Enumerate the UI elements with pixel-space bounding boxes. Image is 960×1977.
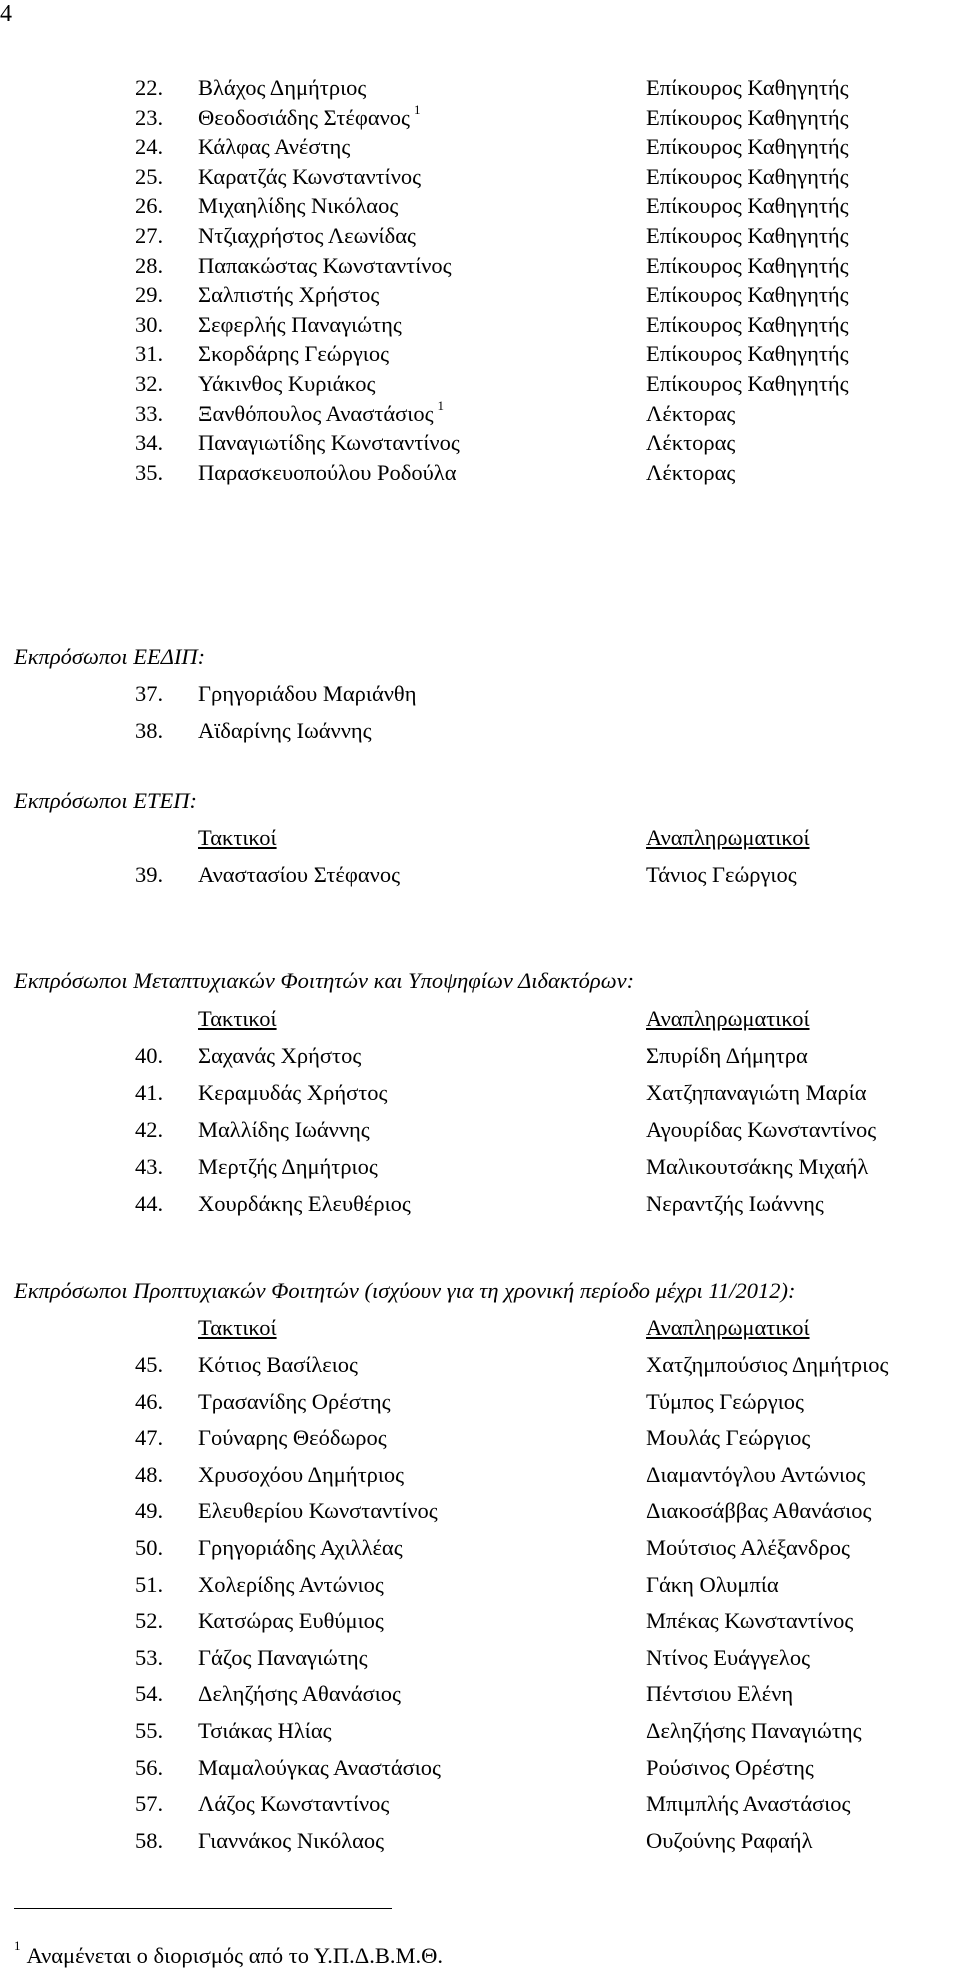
member-name-text: Υάκινθος Κυριάκος (198, 371, 376, 396)
member-role: Επίκουρος Καθηγητής (646, 311, 849, 337)
etep-heading: Εκπρόσωποι ΕΤΕΠ: (14, 788, 197, 813)
footnote-text: Αναμένεται ο διορισμός από το Υ.Π.Δ.Β.Μ.Θ. (26, 1943, 444, 1968)
alternate-member: Μούτσιος Αλέξανδρος (646, 1535, 850, 1560)
undergrad-row (0, 1827, 960, 1858)
row-number: 40. (135, 1043, 164, 1068)
member-name (198, 397, 445, 426)
member-name-text: Σκορδάρης Γεώργιος (198, 341, 389, 367)
member-name (198, 343, 389, 366)
postgrad-row (0, 1082, 960, 1110)
alternate-member: Μπέκας Κωνσταντίνος (646, 1608, 854, 1634)
member-role: Επίκουρος Καθηγητής (646, 134, 849, 160)
undergrad-col-regular: Τακτικοί (198, 1315, 277, 1340)
footnote (14, 1938, 444, 1968)
member-name (198, 311, 402, 337)
postgrad-heading: Εκπρόσωποι Μεταπτυχιακών Φοιτητών και Υποψηφίων Διδακτόρων: (14, 968, 635, 993)
member-name: Γρηγοριάδου Μαριάνθη (198, 681, 417, 706)
row-number: 53. (135, 1644, 164, 1670)
regular-member: Χουρδάκης Ελευθέριος (198, 1191, 411, 1216)
row-number: 25. (135, 163, 164, 189)
alternate-member: Ρούσινος Ορέστης (646, 1754, 814, 1780)
postgrad-row (0, 1119, 960, 1147)
row-number: 47. (135, 1425, 164, 1451)
faculty-row (0, 195, 960, 223)
eedip-row (0, 683, 960, 711)
row-number: 23. (135, 104, 164, 130)
member-name-text: Παρασκευοπούλου Ροδούλα (198, 459, 457, 485)
member-name-text: Καρατζάς Κωνσταντίνος (198, 163, 422, 189)
faculty-row (0, 459, 960, 490)
member-name-text: Σαλπιστής Χρήστος (198, 282, 380, 308)
member-name (198, 101, 421, 130)
member-role: Λέκτορας (646, 400, 736, 426)
member-name (198, 459, 457, 485)
member-name (198, 163, 422, 189)
alternate-member: Γάκη Ολυμπία (646, 1571, 779, 1597)
row-number: 56. (135, 1754, 164, 1780)
alternate-member: Μπιμπλής Αναστάσιος (646, 1791, 851, 1817)
member-name-text: Ξανθόπουλος Αναστάσιος (198, 400, 434, 426)
alternate-member: Αγουρίδας Κωνσταντίνος (646, 1117, 877, 1142)
row-number: 48. (135, 1461, 164, 1487)
member-name-text: Μιχαηλίδης Νικόλαος (198, 193, 399, 219)
footnote-ref: 1 (437, 397, 445, 413)
alternate-member: Ντίνος Ευάγγελος (646, 1644, 810, 1670)
row-number: 39. (135, 862, 164, 887)
faculty-row (0, 77, 960, 105)
regular-member: Κεραμυδάς Χρήστος (198, 1080, 388, 1105)
regular-member: Γούναρης Θεόδωρος (198, 1425, 387, 1451)
alternate-member: Μαλικουτσάκης Μιχαήλ (646, 1154, 869, 1179)
faculty-row (0, 284, 960, 312)
member-name-text: Παναγιωτίδης Κωνσταντίνος (198, 430, 460, 456)
row-number: 57. (135, 1791, 164, 1817)
postgrad-col-alternate: Αναπληρωματικοί (646, 1006, 810, 1031)
regular-member: Μερτζής Δημήτριος (198, 1154, 378, 1179)
member-role: Επίκουρος Καθηγητής (646, 371, 849, 396)
footnote-marker: 1 (14, 1938, 21, 1953)
etep-col-regular: Τακτικοί (198, 825, 277, 850)
member-name (198, 284, 379, 307)
etep-col-alternate: Αναπληρωματικοί (646, 825, 810, 850)
member-role: Επίκουρος Καθηγητής (646, 341, 849, 367)
regular-member: Κότιος Βασίλειος (198, 1352, 358, 1377)
alternate-member: Χατζηπαναγιώτη Μαρία (646, 1080, 867, 1105)
regular-member: Αναστασίου Στέφανος (198, 862, 400, 887)
row-number: 26. (135, 193, 164, 219)
regular-member: Δεληζήσης Αθανάσιος (198, 1681, 401, 1707)
row-number: 42. (135, 1117, 164, 1142)
row-number: 22. (135, 75, 164, 100)
member-name (198, 136, 350, 159)
faculty-row (0, 311, 960, 342)
row-number: 46. (135, 1388, 164, 1414)
undergrad-heading: Εκπρόσωποι Προπτυχιακών Φοιτητών (ισχύουν για τη χρονική περίοδο μέχρι 11/2012): (14, 1278, 796, 1303)
row-number: 49. (135, 1498, 164, 1524)
faculty-row (0, 397, 960, 431)
faculty-row (0, 163, 960, 194)
row-number: 58. (135, 1827, 164, 1853)
member-name (198, 195, 398, 218)
row-number: 32. (135, 371, 164, 396)
member-name-text: Ντζιαχρήστος Λεωνίδας (198, 223, 416, 248)
alternate-member: Δεληζήσης Παναγιώτης (646, 1718, 862, 1743)
undergrad-row (0, 1754, 960, 1785)
faculty-row (0, 225, 960, 253)
row-number: 27. (135, 223, 164, 248)
alternate-member: Διαμαντόγλου Αντώνιος (646, 1461, 866, 1487)
member-name (198, 252, 452, 278)
regular-member: Χολερίδης Αντώνιος (198, 1571, 384, 1597)
alternate-member: Ουζούνης Ραφαήλ (646, 1827, 813, 1853)
undergrad-row (0, 1354, 960, 1382)
alternate-member: Διακοσάββας Αθανάσιος (646, 1498, 872, 1524)
row-number: 44. (135, 1191, 164, 1216)
undergrad-row (0, 1793, 960, 1821)
regular-member: Σαχανάς Χρήστος (198, 1043, 362, 1068)
footnote-ref: 1 (413, 101, 421, 117)
undergrad-row (0, 1537, 960, 1565)
undergrad-row (0, 1610, 960, 1638)
eedip-heading: Εκπρόσωποι ΕΕΔΙΠ: (14, 644, 206, 669)
row-number: 37. (135, 681, 164, 706)
member-name-text: Βλάχος Δημήτριος (198, 75, 367, 100)
row-number: 43. (135, 1154, 164, 1179)
alternate-member: Πέντσιου Ελένη (646, 1681, 794, 1707)
row-number: 52. (135, 1608, 164, 1634)
undergrad-row (0, 1644, 960, 1675)
member-name (198, 225, 416, 248)
member-role: Επίκουρος Καθηγητής (646, 282, 849, 308)
faculty-row (0, 252, 960, 283)
undergrad-row (0, 1388, 960, 1419)
regular-member: Ελευθερίου Κωνσταντίνος (198, 1498, 438, 1524)
regular-member: Τσιάκας Ηλίας (198, 1718, 332, 1743)
member-name-text: Κάλφας Ανέστης (198, 134, 351, 160)
member-name (198, 373, 375, 396)
member-name-text: Θεοδοσιάδης Στέφανος (198, 104, 410, 130)
row-number: 33. (135, 400, 164, 426)
alternate-member: Τάνιος Γεώργιος (646, 862, 797, 887)
postgrad-row (0, 1045, 960, 1073)
member-role: Λέκτορας (646, 459, 736, 485)
row-number: 34. (135, 430, 164, 456)
undergrad-row (0, 1461, 960, 1492)
row-number: 38. (135, 718, 164, 743)
row-number: 29. (135, 282, 164, 308)
row-number: 35. (135, 459, 164, 485)
member-role: Επίκουρος Καθηγητής (646, 252, 849, 278)
alternate-member: Τύμπος Γεώργιος (646, 1388, 804, 1414)
undergrad-row (0, 1720, 960, 1748)
row-number: 50. (135, 1535, 164, 1560)
undergrad-row (0, 1500, 960, 1528)
member-role: Λέκτορας (646, 430, 736, 456)
postgrad-col-regular: Τακτικοί (198, 1006, 277, 1031)
row-number: 31. (135, 341, 164, 367)
regular-member: Λάζος Κωνσταντίνος (198, 1791, 390, 1817)
undergrad-row (0, 1571, 960, 1602)
regular-member: Γάζος Παναγιώτης (198, 1644, 368, 1670)
member-role: Επίκουρος Καθηγητής (646, 223, 849, 248)
postgrad-row (0, 1193, 960, 1221)
alternate-member: Σπυρίδη Δήμητρα (646, 1043, 808, 1068)
faculty-row (0, 373, 960, 401)
undergrad-row (0, 1427, 960, 1455)
member-role: Επίκουρος Καθηγητής (646, 163, 849, 189)
row-number: 28. (135, 252, 164, 278)
alternate-member: Χατζημπούσιος Δημήτριος (646, 1352, 889, 1377)
alternate-member: Μουλάς Γεώργιος (646, 1425, 811, 1451)
row-number: 24. (135, 134, 164, 160)
alternate-member: Νεραντζής Ιωάννης (646, 1191, 824, 1216)
row-number: 30. (135, 311, 164, 337)
regular-member: Γιαννάκος Νικόλαος (198, 1827, 385, 1853)
regular-member: Τρασανίδης Ορέστης (198, 1388, 391, 1414)
undergrad-col-alternate: Αναπληρωματικοί (646, 1315, 810, 1340)
faculty-row (0, 136, 960, 164)
row-number: 51. (135, 1571, 164, 1597)
row-number: 55. (135, 1718, 164, 1743)
row-number: 45. (135, 1352, 164, 1377)
member-name (198, 432, 460, 455)
row-number: 54. (135, 1681, 164, 1707)
member-name-text: Σεφερλής Παναγιώτης (198, 311, 402, 337)
member-name-text: Παπακώστας Κωνσταντίνος (198, 252, 452, 278)
etep-row (0, 864, 960, 892)
undergrad-row (0, 1683, 960, 1711)
regular-member: Μαμαλούγκας Αναστάσιος (198, 1754, 441, 1780)
member-name: Αϊδαρίνης Ιωάννης (198, 718, 372, 743)
footnote-divider (14, 1908, 392, 1909)
eedip-row (0, 720, 960, 748)
regular-member: Κατσώρας Ευθύμιος (198, 1608, 384, 1634)
member-name (198, 77, 366, 100)
member-role: Επίκουρος Καθηγητής (646, 193, 849, 219)
regular-member: Χρυσοχόου Δημήτριος (198, 1461, 405, 1487)
faculty-row (0, 432, 960, 460)
regular-member: Μαλλίδης Ιωάννης (198, 1117, 370, 1142)
page-number: 4 (0, 1, 12, 27)
faculty-row (0, 343, 960, 371)
postgrad-row (0, 1156, 960, 1184)
faculty-row (0, 101, 960, 135)
member-role: Επίκουρος Καθηγητής (646, 75, 849, 100)
member-role: Επίκουρος Καθηγητής (646, 104, 849, 130)
regular-member: Γρηγοριάδης Αχιλλέας (198, 1535, 403, 1560)
row-number: 41. (135, 1080, 164, 1105)
